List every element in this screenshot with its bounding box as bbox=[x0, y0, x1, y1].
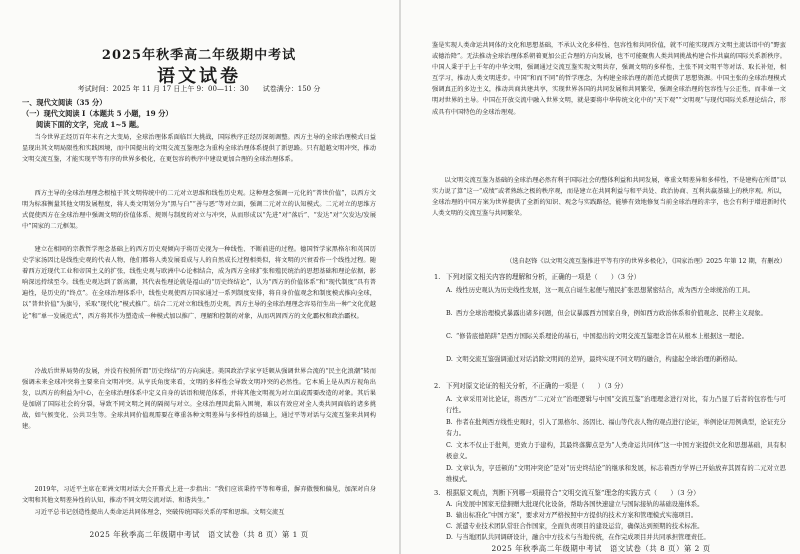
passage-paragraph: 2019年，习近平主席在亚洲文明对话大会开幕式上进一步指出：“我们应该秉持平等和尊重，摒弃傲慢和偏见，加深对自身文明和其他文明差异性的认知，推动不同文明交流对话、和谐共生。” bbox=[22, 486, 376, 505]
section-heading: 一、现代文阅读（35 分） bbox=[22, 98, 107, 107]
option-letter: A. bbox=[446, 287, 453, 294]
exam-info: 考试时间：2025 年 11 月 17 日上午 9：00—11：30 试卷满分：150 分 bbox=[77, 85, 321, 93]
page-footer: 2025 年秋季高二年级期中考试 语文试卷（共 8 页）第 2 页 bbox=[491, 544, 711, 553]
page-footer: 2025 年秋季高二年级期中考试 语文试卷（共 8 页）第 1 页 bbox=[89, 530, 309, 539]
answer-option bbox=[446, 510, 786, 521]
option-letter: B. bbox=[446, 512, 453, 519]
option-text: 线性历史观认为历史线性发展，这一观点自诞生起便与殖民扩张思想紧密结合，成为西方全球统治的工具。 bbox=[456, 287, 755, 294]
passage-paragraph: 建立在相同的宗教哲学理念基础上的西方历史观倾向于将历史视为一种线性、不断前进的过程。德国哲学家黑格尔和英国历史学家汤因比是线性史观的代表人物，他们都将人类发展看成与人的自然成长过程相类似，将文明的兴衰看作一个线性过程。随着西方近现代工业和帝国主义的扩张，线性史观与欧洲中心论相结合，成为西方全球扩张和殖民统治的思想基础和理论依据，影响深远持续至今。线性史观达到了新高潮，其代表性理论就是福山的“历史终结论”，认为“西方的价值体系”和“现代制度”具有普遍性，是历史的“终点”。在全球治理体系中，线性史观使西方国家通过一系列制度安排，将自身价值观念和制度模式推向全球，以“普世价值”为旗号，采取“现代化”模式推广。结合二元对立和线性历史观，西方主导的全球治理理念容易衍生出一种“文化优越论”和“单一发展范式”，西方将其作为塑造成一种模式加以推广、理解和控制的对象，从而巩固西方的文化霸权和政治霸权。 bbox=[22, 246, 376, 320]
passage-paragraph: 习近平总书记创造性提出人类命运共同体理念，突破传统国际关系的零和思维。文明交流互 bbox=[34, 509, 285, 516]
passage-paragraph: 以文明交流互鉴为基础的全球治理必然有利于国际社会的整体利益和共同发展，尊重文明差异和多样性，不是建构在所谓“以实力说了算”这一“成绩”或者熟练之极的秩序观，而是建立在共同利益与和平共处、政治协商、互利共赢基础上的秩序观。所以，全球治理的中国方案为世界提供了全新的知识、观念与实践路径，能够有效地修复当前全球治理的赤字，也会有利于增进新时代人类文明的交流互鉴与共同繁荣。 bbox=[432, 177, 786, 218]
question-text: 下列对原文论证的相关分析，不正确的一项是（ ）（3 分） bbox=[446, 382, 628, 390]
answer-option bbox=[446, 308, 786, 331]
option-letter: A. bbox=[446, 396, 453, 403]
option-letter: C. bbox=[446, 333, 453, 340]
answer-option bbox=[446, 354, 786, 377]
passage-paragraph: 当今世界正经历百年未有之大变局，全球治理体系面临巨大挑战，国际秩序正经历深刻调整。西方主导的全球治理模式日益显现出其文明局限性和实践困境，而中国提出的文明交流互鉴理念为重构全球治理体系提供了新思路。只有超越文明冲突，推动文明交流互鉴，才能实现平等有序的世界多极化，在更包容的秩序中建设更加合理的全球治理体系。 bbox=[22, 134, 376, 164]
page-divider bbox=[399, 0, 401, 554]
option-text: 文明交流互鉴强调通过对话消除文明间的差异，最终实现不同文明的融合，构建起全球治理的新格局。 bbox=[456, 356, 742, 363]
passage-source: （选自赵锋《以文明交流互鉴推进平等有序的世界多极化》，《国家治理》2025 年第 12 期，有删改） bbox=[506, 258, 786, 265]
passage-paragraph: 西方主导的全球治理理念根植于其文明传统中的二元对立思维和线性历史观。这种理念强调一元化的“普世价值”，以西方文明为标准衡量其他文明发展程度，将人类文明划分为“黑与白”“善与恶”等对立面，强调二元对立的认知模式。二元对立的思维方式促使西方在全球治理中强调文明的价值体系、规则与制度的对立与冲突，从而形成以“先进”对“落后”、“发达”对“欠发达/发展中”国家的二元框架。 bbox=[22, 190, 376, 231]
question-stem bbox=[434, 488, 786, 499]
answer-option bbox=[446, 417, 786, 440]
answer-option bbox=[446, 521, 786, 532]
answer-option bbox=[446, 331, 786, 354]
reading-instruction: 阅读下面的文字，完成 1~5 题。 bbox=[36, 120, 144, 129]
exam-subtitle: 语文试卷 bbox=[157, 66, 241, 87]
option-text: 文章认为，亨廷顿的“文明冲突论”是对“历史终结论”的继承和发展，标志着西方学界已开始放弃其固有的二元对立思维模式。 bbox=[446, 465, 786, 484]
page-1 bbox=[0, 0, 398, 554]
question-text: 下列对原文相关内容的理解和分析，正确的一项是（ ）（3 分） bbox=[446, 273, 641, 281]
option-text: 向发展中国家无偿捐赠大批现代化设备，帮助各国快速建立与国际接轨的基础设施体系。 bbox=[456, 501, 704, 508]
option-letter: D. bbox=[446, 534, 453, 541]
option-letter: D. bbox=[446, 356, 453, 363]
option-text: 派遣专业技术团队常驻合作国家，全面负责项目的建设运营，确保达到预期的技术标准。 bbox=[456, 523, 704, 530]
question-number: 2. bbox=[434, 382, 441, 390]
question-stem bbox=[434, 272, 786, 283]
option-text: 作者在批判西方线性史观时，引入了黑格尔、汤因比、福山等代表人物的观点进行论证，举例论证用例典型，论证充分有力。 bbox=[446, 419, 786, 438]
option-text: 西方全球治理模式暴露出诸多问题，但会议暴露西方国家自身，例如西方政治体系和价值观念、民粹主义现象。 bbox=[456, 310, 767, 317]
exam-title: 2025年秋季高二年级期中考试 bbox=[101, 48, 297, 63]
answer-option bbox=[446, 394, 786, 417]
answer-option bbox=[446, 285, 786, 308]
answer-option bbox=[446, 463, 786, 486]
answer-option bbox=[446, 440, 786, 463]
answer-option bbox=[446, 499, 786, 510]
answer-option bbox=[446, 532, 786, 543]
option-text: 文章采用对比论证，将西方“二元对立”治理逻辑与中国“交流互鉴”治理理念进行对比，有力凸显了后者的包容性与可行性。 bbox=[446, 396, 786, 415]
passage-paragraph: 冷战后世界局势的发展，并没有按照所谓“历史终结”的方向演进。美国政治学家亨廷顿从强调世界合流的“民主化浪潮”转而强调未来全球冲突将主要来自文明冲突。从亨氏角度来看，文明的多样性会导致文明冲突的必然性。它本质上是从西方视角出发，以西方的利益为中心，在全球治理体系中定义自身的话语和规范体系，并将其他文明视为对立面或需要改造的对象。其后果是加剧了国际社会的分裂，导致不同文明之间的隔阂与对立。全球治理因此陷入困境，难以有效应对全人类共同面临的诸多挑战，如气候变化、公共卫生等。全球共同价值观需要在尊重各种文明差异与多样性的基础上，通过平等对话与交流互鉴来共同构建。 bbox=[22, 368, 376, 431]
question-text: 根据原文观点，判断下列哪一项最符合“文明交流互鉴”理念的实践方式（ ）（3 分） bbox=[446, 489, 700, 497]
question-number: 1. bbox=[434, 273, 441, 281]
option-text: “修昔底德陷阱”是西方国际关系理论的基石，中国提出的文明交流互鉴理念旨在从根本上根据这一理论。 bbox=[456, 333, 748, 340]
option-letter: C. bbox=[446, 442, 453, 449]
option-text: 输出标准化“中国方案”，要求对方严格按照中方提供的技术方案和管理模式实施项目。 bbox=[456, 512, 698, 519]
subsection-heading: （一）现代文阅读 I（本题共 5 小题，19 分） bbox=[22, 109, 173, 118]
option-letter: B. bbox=[446, 310, 453, 317]
option-letter: C. bbox=[446, 523, 453, 530]
option-text: 与当地团队共同调研设计，融合中方技术与当地传统，在作完成项目并共同承担管理责任。 bbox=[456, 534, 710, 541]
passage-paragraph: 鉴是实现人类命运共同体的文化和思想基础，不承认文化多样性、包容性和共同价值，就不可能实现西方文明主流话语中的“野蛮或德治降”。无法推动全球治理体系朝着更加公正合理的方向发展，也不可能聚焦人类共同挑战构建合作共赢的国际关系新秩序。中国人秉于于上千年的中华文明，强调通过交流互鉴实现文明共存，强调文明的多样性，主张不同文明平等对话、取长补短，相互学习，推动人类文明进步。中国“和而不同”的哲学理念，为构建全球治理的新范式提供了思想资源。中国主张的全球治理模式强调真正的多边主义，推动共商共建共享，实现世界各国的共同发展和共同繁荣，强调全球治理的包容性与公正性，而非单一文明对世界的主导。中国在开放交流中融入世界文明，就是要将中华传统文化中的“天下观”“文明观”与现代国际关系理论结合，形成具有中国特色的全球治理观。 bbox=[432, 42, 786, 116]
option-letter: A. bbox=[446, 501, 453, 508]
page-2 bbox=[402, 0, 800, 554]
question-number: 3. bbox=[434, 489, 441, 497]
question-stem bbox=[434, 381, 786, 392]
option-letter: B. bbox=[446, 419, 453, 426]
option-text: 文本不仅止于批判，更致力于建构，其最终落脚点是为“人类命运共同体”这一中国方案提供文化和思想基础，具有积极意义。 bbox=[446, 442, 786, 461]
option-letter: D. bbox=[446, 465, 453, 472]
